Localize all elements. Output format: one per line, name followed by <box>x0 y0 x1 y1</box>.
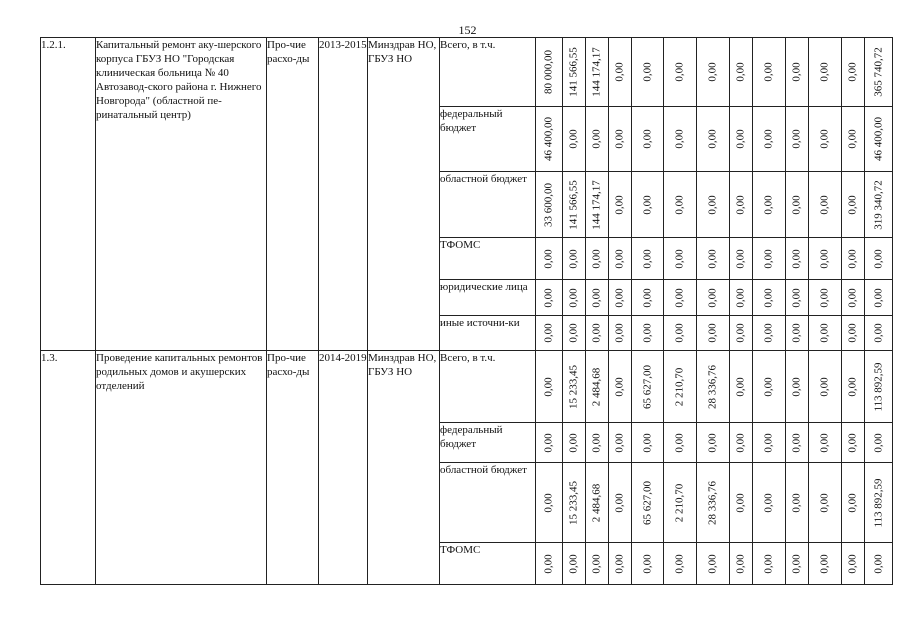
amount-value: 0,00 <box>641 194 653 215</box>
amount-value: 0,00 <box>641 323 653 343</box>
amount-value: 0,00 <box>706 287 719 308</box>
amount-value: 0,00 <box>762 553 775 574</box>
amount-value: 0,00 <box>818 376 831 397</box>
amount-value: 0,00 <box>590 323 603 343</box>
amount-cell <box>586 238 609 280</box>
amount-value: 0,00 <box>762 62 775 82</box>
amount-value: 0,00 <box>762 194 775 215</box>
amount-value: 0,00 <box>706 248 719 269</box>
amount-value: 2 484,68 <box>590 483 603 522</box>
amount-cell <box>786 316 809 351</box>
amount-cell <box>563 423 586 463</box>
amount-value: 0,00 <box>613 287 626 308</box>
amount-value: 0,00 <box>734 194 747 215</box>
amount-cell <box>753 280 786 316</box>
amount-cell <box>842 316 865 351</box>
amount-cell <box>842 463 865 543</box>
amount-value: 0,00 <box>613 129 626 149</box>
amount-value: 0,00 <box>762 492 775 513</box>
amount-value: 0,00 <box>590 248 603 269</box>
amount-value: 0,00 <box>818 62 831 82</box>
amount-value: 0,00 <box>641 287 653 308</box>
amount-value: 0,00 <box>673 62 686 82</box>
amount-cell <box>586 423 609 463</box>
amount-value: 113 892,59 <box>872 477 884 528</box>
amount-value: 0,00 <box>872 287 884 308</box>
amount-cell <box>609 38 632 107</box>
amount-cell <box>563 543 586 585</box>
amount-value: 0,00 <box>790 287 803 308</box>
period: 2014-2019 <box>319 351 368 585</box>
amount-cell <box>563 238 586 280</box>
amount-value: 2 210,70 <box>673 483 686 522</box>
amount-value: 0,00 <box>846 323 859 343</box>
amount-cell <box>786 238 809 280</box>
amount-value: 28 336,76 <box>706 480 719 525</box>
amount-value: 0,00 <box>818 432 831 453</box>
amount-value: 0,00 <box>762 432 775 453</box>
amount-cell <box>586 316 609 351</box>
amount-value: 141 566,55 <box>567 179 580 230</box>
amount-cell <box>730 38 753 107</box>
amount-value: 0,00 <box>673 129 686 149</box>
amount-value: 141 566,55 <box>567 47 580 97</box>
amount-value: 0,00 <box>641 62 653 82</box>
amount-cell <box>609 423 632 463</box>
amount-cell <box>664 423 697 463</box>
amount-cell <box>586 280 609 316</box>
amount-cell <box>865 280 893 316</box>
amount-value: 0,00 <box>673 194 686 215</box>
amount-value: 0,00 <box>673 323 686 343</box>
amount-cell <box>786 463 809 543</box>
amount-cell <box>586 463 609 543</box>
amount-value: 2 210,70 <box>673 367 686 406</box>
amount-cell <box>809 423 842 463</box>
amount-value: 0,00 <box>590 129 603 149</box>
funding-source: областной бюджет <box>440 172 536 238</box>
amount-cell <box>563 351 586 423</box>
amount-cell <box>632 423 664 463</box>
amount-value: 0,00 <box>706 323 719 343</box>
amount-cell <box>609 463 632 543</box>
amount-value: 0,00 <box>734 553 747 574</box>
amount-cell <box>536 280 563 316</box>
item-number: 1.2.1. <box>41 38 96 351</box>
amount-cell <box>632 280 664 316</box>
amount-cell <box>632 463 664 543</box>
amount-cell <box>697 172 730 238</box>
amount-value: 0,00 <box>762 323 775 343</box>
amount-value: 0,00 <box>872 248 884 269</box>
budget-table <box>40 37 893 585</box>
amount-cell <box>786 423 809 463</box>
amount-value: 0,00 <box>790 323 803 343</box>
amount-cell <box>632 107 664 172</box>
amount-value: 0,00 <box>790 194 803 215</box>
amount-cell <box>609 107 632 172</box>
amount-cell <box>632 238 664 280</box>
amount-cell <box>865 107 893 172</box>
amount-cell <box>753 351 786 423</box>
amount-cell <box>730 280 753 316</box>
amount-value: 0,00 <box>818 323 831 343</box>
amount-cell <box>664 463 697 543</box>
amount-cell <box>786 351 809 423</box>
amount-value: 0,00 <box>706 62 719 82</box>
item-number: 1.3. <box>41 351 96 585</box>
amount-value: 0,00 <box>542 376 555 397</box>
amount-value: 0,00 <box>846 62 859 82</box>
amount-value: 0,00 <box>790 432 803 453</box>
amount-cell <box>664 107 697 172</box>
amount-value: 0,00 <box>818 248 831 269</box>
amount-value: 0,00 <box>790 492 803 513</box>
amount-cell <box>753 423 786 463</box>
amount-cell <box>586 38 609 107</box>
amount-value: 0,00 <box>613 553 626 574</box>
amount-value: 0,00 <box>790 376 803 397</box>
amount-value: 0,00 <box>790 553 803 574</box>
amount-value: 0,00 <box>846 492 859 513</box>
amount-value: 0,00 <box>542 432 555 453</box>
amount-cell <box>697 38 730 107</box>
table-row <box>41 38 893 107</box>
amount-value: 0,00 <box>641 248 653 269</box>
amount-cell <box>609 280 632 316</box>
amount-value: 0,00 <box>542 492 555 513</box>
amount-cell <box>865 316 893 351</box>
amount-value: 0,00 <box>590 287 603 308</box>
amount-value: 0,00 <box>734 323 747 343</box>
amount-value: 0,00 <box>846 194 859 215</box>
amount-cell <box>586 351 609 423</box>
amount-cell <box>697 238 730 280</box>
amount-value: 0,00 <box>706 553 719 574</box>
amount-value: 0,00 <box>542 553 555 574</box>
amount-value: 0,00 <box>673 553 686 574</box>
amount-cell <box>786 172 809 238</box>
amount-cell <box>865 463 893 543</box>
amount-value: 0,00 <box>734 248 747 269</box>
amount-cell <box>753 463 786 543</box>
amount-cell <box>730 172 753 238</box>
amount-cell <box>632 38 664 107</box>
amount-value: 0,00 <box>846 248 859 269</box>
amount-cell <box>664 172 697 238</box>
amount-cell <box>809 543 842 585</box>
amount-value: 0,00 <box>762 287 775 308</box>
amount-value: 0,00 <box>846 432 859 453</box>
amount-cell <box>753 172 786 238</box>
amount-cell <box>632 543 664 585</box>
amount-cell <box>786 543 809 585</box>
amount-value: 2 484,68 <box>590 367 603 406</box>
amount-value: 113 892,59 <box>872 361 884 412</box>
funding-source: иные источни-ки <box>440 316 536 351</box>
amount-value: 0,00 <box>706 432 719 453</box>
amount-cell <box>786 38 809 107</box>
amount-cell <box>842 238 865 280</box>
amount-cell <box>753 316 786 351</box>
amount-value: 0,00 <box>590 432 603 453</box>
amount-cell <box>842 107 865 172</box>
amount-value: 0,00 <box>542 323 555 343</box>
amount-value: 0,00 <box>734 376 747 397</box>
amount-value: 0,00 <box>590 553 603 574</box>
amount-value: 15 233,45 <box>567 364 580 409</box>
amount-value: 0,00 <box>613 323 626 343</box>
amount-value: 0,00 <box>872 323 884 343</box>
amount-value: 0,00 <box>762 129 775 149</box>
amount-cell <box>730 238 753 280</box>
amount-value: 0,00 <box>734 492 747 513</box>
period: 2013-2015 <box>319 38 368 351</box>
amount-cell <box>809 172 842 238</box>
item-name: Капитальный ремонт аку-шерского корпуса ГБУЗ НО "Городская клиническая больница № 40 Автозавод-ского района г. Нижнего Новгорода" (областной пе-ринатальный центр) <box>96 38 267 351</box>
amount-value: 0,00 <box>567 287 580 308</box>
amount-cell <box>809 463 842 543</box>
amount-value: 0,00 <box>613 194 626 215</box>
amount-value: 0,00 <box>818 194 831 215</box>
funding-source: федеральный бюджет <box>440 107 536 172</box>
amount-value: 46 400,00 <box>872 117 884 161</box>
amount-value: 319 340,72 <box>872 179 884 230</box>
amount-value: 0,00 <box>542 287 555 308</box>
amount-cell <box>753 107 786 172</box>
amount-cell <box>730 316 753 351</box>
amount-cell <box>865 238 893 280</box>
amount-value: 0,00 <box>567 129 580 149</box>
amount-cell <box>842 543 865 585</box>
amount-cell <box>563 172 586 238</box>
amount-cell <box>865 172 893 238</box>
amount-cell <box>809 316 842 351</box>
amount-cell <box>697 463 730 543</box>
executor: Минздрав НО, ГБУЗ НО <box>368 38 440 351</box>
amount-value: 0,00 <box>613 492 626 513</box>
amount-cell <box>809 107 842 172</box>
amount-value: 0,00 <box>613 62 626 82</box>
amount-value: 0,00 <box>872 432 884 453</box>
amount-cell <box>609 238 632 280</box>
amount-value: 65 627,00 <box>641 480 653 525</box>
page-number: 152 <box>458 23 477 37</box>
amount-cell <box>586 107 609 172</box>
amount-value: 0,00 <box>872 553 884 574</box>
amount-value: 0,00 <box>567 248 580 269</box>
amount-value: 0,00 <box>567 432 580 453</box>
item-name: Проведение капитальных ремонтов родильных домов и акушерских отделений <box>96 351 267 585</box>
funding-source: областной бюджет <box>440 463 536 543</box>
amount-cell <box>536 172 563 238</box>
amount-cell <box>664 351 697 423</box>
amount-value: 0,00 <box>641 553 653 574</box>
amount-cell <box>536 38 563 107</box>
amount-value: 0,00 <box>706 194 719 215</box>
expense-type: Про-чие расхо-ды <box>267 351 319 585</box>
amount-cell <box>563 280 586 316</box>
amount-cell <box>664 38 697 107</box>
amount-value: 46 400,00 <box>542 117 555 161</box>
amount-cell <box>563 107 586 172</box>
amount-cell <box>609 172 632 238</box>
amount-cell <box>730 543 753 585</box>
amount-cell <box>842 38 865 107</box>
amount-value: 0,00 <box>818 287 831 308</box>
amount-value: 0,00 <box>641 129 653 149</box>
amount-cell <box>865 423 893 463</box>
amount-cell <box>809 238 842 280</box>
amount-cell <box>730 463 753 543</box>
funding-source: федеральный бюджет <box>440 423 536 463</box>
amount-value: 0,00 <box>846 287 859 308</box>
amount-cell <box>842 172 865 238</box>
amount-value: 0,00 <box>846 553 859 574</box>
amount-value: 0,00 <box>673 432 686 453</box>
amount-value: 0,00 <box>542 248 555 269</box>
amount-cell <box>536 238 563 280</box>
amount-cell <box>753 543 786 585</box>
executor: Минздрав НО, ГБУЗ НО <box>368 351 440 585</box>
amount-value: 80 000,00 <box>542 50 555 94</box>
amount-cell <box>842 351 865 423</box>
amount-cell <box>664 316 697 351</box>
amount-value: 33 600,00 <box>542 182 555 227</box>
amount-value: 0,00 <box>818 492 831 513</box>
amount-cell <box>586 543 609 585</box>
amount-value: 0,00 <box>641 432 653 453</box>
amount-cell <box>632 172 664 238</box>
table-row <box>41 351 893 423</box>
amount-value: 0,00 <box>734 432 747 453</box>
amount-cell <box>865 351 893 423</box>
amount-value: 0,00 <box>818 553 831 574</box>
amount-value: 144 174,17 <box>590 179 603 230</box>
funding-source: юридические лица <box>440 280 536 316</box>
amount-cell <box>664 280 697 316</box>
amount-value: 0,00 <box>613 432 626 453</box>
amount-value: 65 627,00 <box>641 364 653 409</box>
amount-value: 0,00 <box>734 62 747 82</box>
amount-cell <box>536 351 563 423</box>
amount-value: 0,00 <box>790 248 803 269</box>
amount-value: 144 174,17 <box>590 47 603 97</box>
amount-cell <box>753 238 786 280</box>
amount-cell <box>536 107 563 172</box>
amount-cell <box>563 316 586 351</box>
amount-value: 0,00 <box>762 248 775 269</box>
amount-value: 0,00 <box>762 376 775 397</box>
amount-value: 0,00 <box>734 129 747 149</box>
funding-source: ТФОМС <box>440 238 536 280</box>
amount-cell <box>664 238 697 280</box>
amount-cell <box>536 543 563 585</box>
amount-cell <box>865 543 893 585</box>
amount-cell <box>730 107 753 172</box>
amount-value: 365 740,72 <box>872 47 884 97</box>
amount-cell <box>563 38 586 107</box>
amount-value: 0,00 <box>846 376 859 397</box>
amount-cell <box>664 543 697 585</box>
amount-cell <box>842 423 865 463</box>
amount-cell <box>786 107 809 172</box>
amount-value: 0,00 <box>706 129 719 149</box>
amount-value: 15 233,45 <box>567 480 580 525</box>
amount-cell <box>697 351 730 423</box>
funding-source: ТФОМС <box>440 543 536 585</box>
amount-value: 0,00 <box>790 129 803 149</box>
amount-cell <box>809 280 842 316</box>
amount-cell <box>697 423 730 463</box>
amount-value: 0,00 <box>734 287 747 308</box>
amount-cell <box>697 280 730 316</box>
amount-cell <box>536 463 563 543</box>
amount-cell <box>865 38 893 107</box>
amount-value: 0,00 <box>613 376 626 397</box>
amount-value: 0,00 <box>818 129 831 149</box>
amount-cell <box>753 38 786 107</box>
amount-cell <box>809 38 842 107</box>
funding-source: Всего, в т.ч. <box>440 38 536 107</box>
amount-value: 0,00 <box>567 553 580 574</box>
amount-cell <box>786 280 809 316</box>
amount-cell <box>563 463 586 543</box>
amount-cell <box>730 351 753 423</box>
amount-cell <box>697 107 730 172</box>
amount-cell <box>609 351 632 423</box>
amount-cell <box>730 423 753 463</box>
amount-cell <box>586 172 609 238</box>
amount-cell <box>609 543 632 585</box>
amount-value: 0,00 <box>613 248 626 269</box>
amount-value: 28 336,76 <box>706 364 719 409</box>
amount-cell <box>632 316 664 351</box>
amount-cell <box>536 316 563 351</box>
expense-type: Про-чие расхо-ды <box>267 38 319 351</box>
amount-cell <box>697 316 730 351</box>
amount-cell <box>632 351 664 423</box>
amount-cell <box>609 316 632 351</box>
amount-cell <box>536 423 563 463</box>
amount-value: 0,00 <box>673 248 686 269</box>
amount-cell <box>809 351 842 423</box>
funding-source: Всего, в т.ч. <box>440 351 536 423</box>
amount-cell <box>842 280 865 316</box>
amount-value: 0,00 <box>673 287 686 308</box>
amount-cell <box>697 543 730 585</box>
amount-value: 0,00 <box>846 129 859 149</box>
amount-value: 0,00 <box>567 323 580 343</box>
amount-value: 0,00 <box>790 62 803 82</box>
